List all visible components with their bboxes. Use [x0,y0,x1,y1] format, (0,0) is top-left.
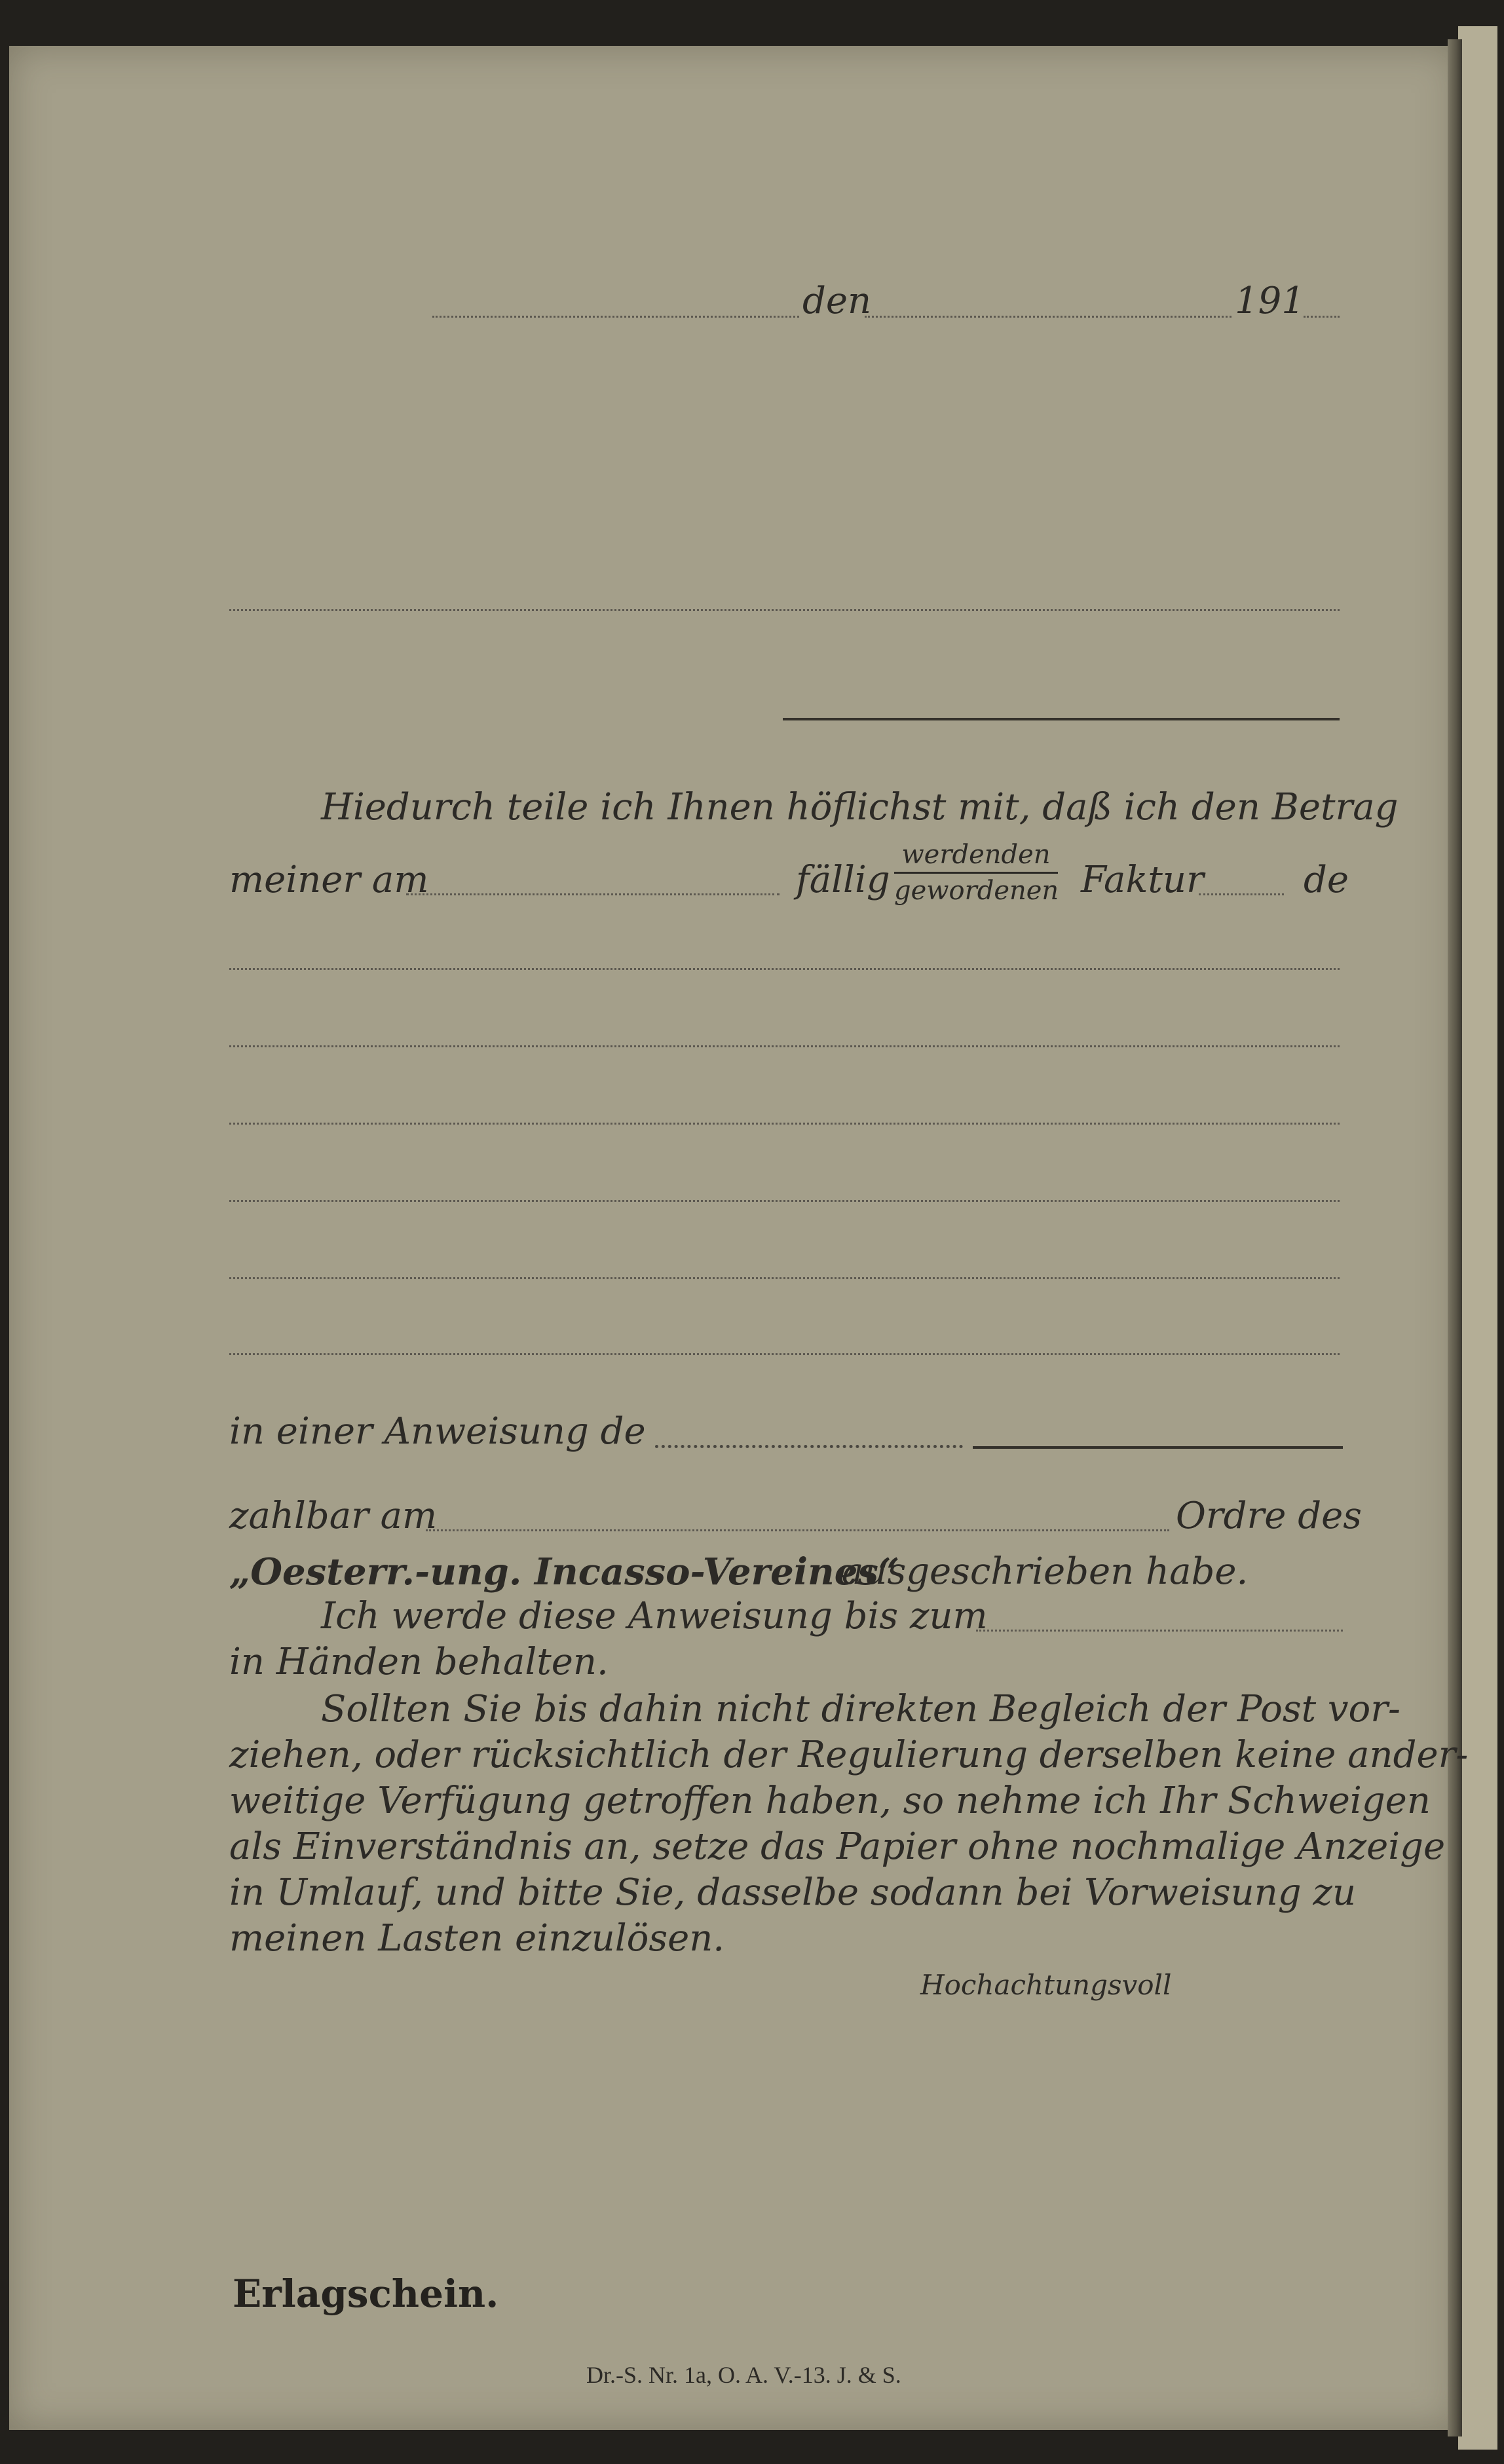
intro-line: Hiedurch teile ich Ihnen höflichst mit, daß ich den Betrag [321,786,1399,829]
ich-werde-label: Ich werde diese Anweisung bis zum [321,1595,988,1637]
year-prefix: 191 [1235,280,1305,322]
year-blank [1304,316,1340,318]
anweisung-amount-rule [973,1446,1343,1449]
paragraph-line-6: meinen Lasten einzulösen. [229,1917,725,1960]
blank-line-4 [229,1200,1340,1202]
werdenden-gewordenen-choice [894,842,1058,904]
date-blank [865,316,1231,318]
form-page [9,46,1458,2430]
meiner-am-label: meiner am [229,859,429,901]
werdenden-option: werdenden [894,842,1058,874]
blank-line-3 [229,1123,1340,1125]
verein-name: „Oesterr.-ung. Incasso-Vereines“ [229,1550,900,1594]
addressee-line [229,609,1340,611]
blank-line-6 [229,1353,1340,1355]
zahlbar-am-label: zahlbar am [229,1495,438,1537]
place-blank [432,316,799,318]
adjacent-page-edge [1458,26,1497,2450]
zahlbar-blank [426,1529,1169,1531]
paragraph-line-4: als Einverständnis an, setze das Papier ohne nochmalige Anzeige [229,1825,1446,1868]
den-label: den [802,280,872,322]
blank-line-1 [229,968,1340,970]
blank-line-2 [229,1045,1340,1047]
ausgeschrieben-label: ausgeschrieben habe. [842,1550,1249,1593]
paragraph-line-1: Sollten Sie bis dahin nicht direkten Begleich der Post vor- [321,1688,1401,1730]
paragraph-line-3: weitige Verfügung getroffen haben, so nehme ich Ihr Schweigen [229,1780,1431,1822]
paragraph-line-2: ziehen, oder rücksichtlich der Regulierung derselben keine ander- [229,1734,1469,1776]
faktur-blank [1199,893,1284,895]
paragraph-line-5: in Umlauf, und bitte Sie, dasselbe sodann bei Vorweisung zu [229,1871,1357,1914]
anweisung-blank [655,1445,963,1448]
erlagschein-heading: Erlagschein. [233,2271,499,2316]
page-spine-shadow [1448,39,1462,2436]
ordre-des-label: Ordre des [1176,1495,1362,1537]
print-code: Dr.-S. Nr. 1a, O. A. V.-13. J. & S. [586,2362,901,2388]
gewordenen-option: gewordenen [894,876,1059,906]
in-haenden-label: in Händen behalten. [229,1641,609,1683]
addressee-rule [783,718,1340,720]
de-label: de [1304,859,1349,901]
closing-salutation: Hochachtungsvoll [920,1969,1172,2001]
faellig-label: fällig [796,859,890,901]
bis-zum-blank [976,1630,1343,1632]
due-date-blank [406,893,780,895]
blank-line-5 [229,1277,1340,1279]
anweisung-label: in einer Anweisung de [229,1410,646,1453]
faktur-label: Faktur [1081,859,1204,901]
